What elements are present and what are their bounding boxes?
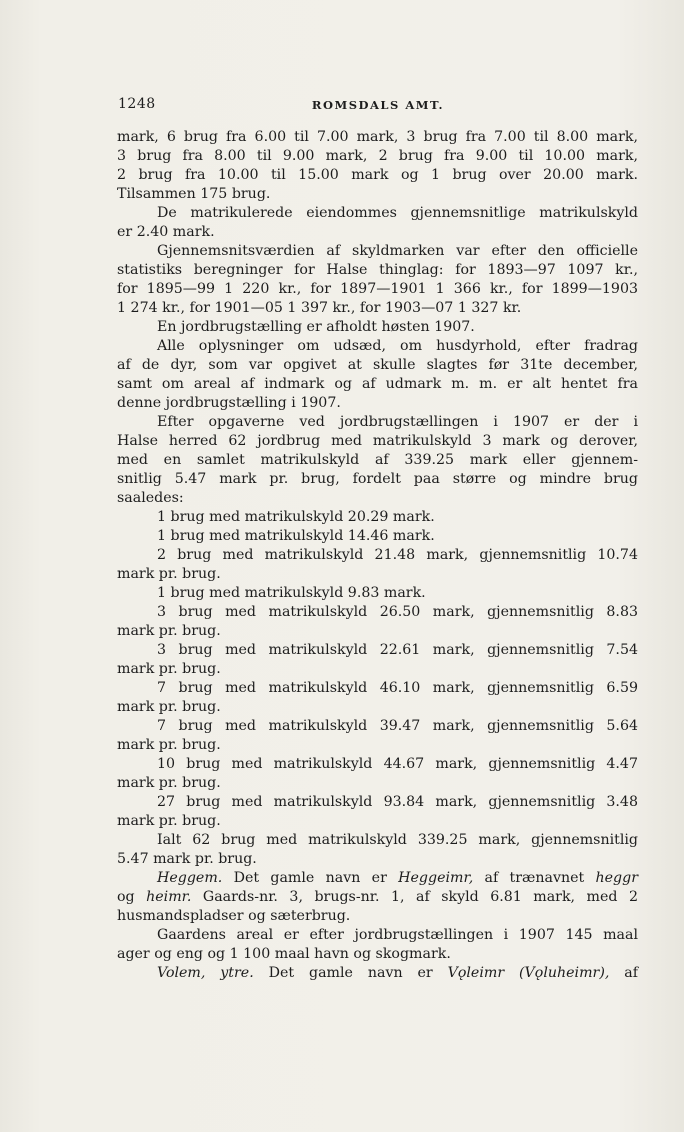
page-number: 1248	[118, 96, 156, 112]
text-line: 3 brug fra 8.00 til 9.00 mark, 2 brug fra 9.00 til 10.00 mark,	[117, 148, 638, 164]
text-line: mark pr. brug.	[117, 813, 221, 829]
text-line: 7 brug med matrikulskyld 39.47 mark, gjennemsnitlig 5.64	[157, 718, 638, 734]
text-line: 2 brug med matrikulskyld 21.48 mark, gjennemsnitlig 10.74	[157, 547, 638, 563]
text-span: Det gamle navn er	[222, 870, 399, 886]
text-line: 3 brug med matrikulskyld 26.50 mark, gjennemsnitlig 8.83	[157, 604, 638, 620]
text-line: snitlig 5.47 mark pr. brug, fordelt paa større og mindre brug	[117, 471, 638, 487]
text-line: mark pr. brug.	[117, 566, 221, 582]
text-line: Gjennemsnitsværdien af skyldmarken var efter den officielle	[157, 243, 638, 259]
text-line: Efter opgaverne ved jordbrugstællingen i 1907 er der i	[157, 414, 638, 430]
text-line	[117, 888, 638, 907]
text-line: Ialt 62 brug med matrikulskyld 339.25 mark, gjennemsnitlig	[157, 832, 638, 848]
text-span: Gaards-nr. 3, brugs-nr. 1, af skyld 6.81 mark, med 2	[191, 889, 639, 905]
text-line: mark pr. brug.	[117, 737, 221, 753]
text-line: mark pr. brug.	[117, 775, 221, 791]
text-line: med en samlet matrikulskyld af 339.25 mark eller gjennem-	[117, 452, 638, 468]
text-span: af	[609, 965, 638, 981]
text-line: 27 brug med matrikulskyld 93.84 mark, gjennemsnitlig 3.48	[157, 794, 638, 810]
text-line: saaledes:	[117, 490, 184, 506]
text-line: Alle oplysninger om udsæd, om husdyrhold, efter fradrag	[157, 338, 638, 354]
text-line: Gaardens areal er efter jordbrugstællingen i 1907 145 maal	[157, 927, 638, 943]
text-line: denne jordbrugstælling i 1907.	[117, 395, 341, 411]
text-span: og	[117, 889, 147, 905]
page-header	[118, 96, 638, 116]
text-line: 1 274 kr., for 1901—05 1 397 kr., for 1903—07 1 327 kr.	[117, 300, 522, 316]
text-line: er 2.40 mark.	[117, 224, 215, 240]
text-line: 7 brug med matrikulskyld 46.10 mark, gjennemsnitlig 6.59	[157, 680, 638, 696]
italic-span: heimr.	[146, 889, 192, 905]
text-span: Det gamle navn er	[253, 965, 448, 981]
text-line: 1 brug med matrikulskyld 9.83 mark.	[157, 585, 426, 601]
text-line: 10 brug med matrikulskyld 44.67 mark, gjennemsnitlig 4.47	[157, 756, 638, 772]
text-line: mark, 6 brug fra 6.00 til 7.00 mark, 3 brug fra 7.00 til 8.00 mark,	[117, 129, 638, 145]
running-head: ROMSDALS AMT.	[311, 98, 445, 112]
text-line: 2 brug fra 10.00 til 15.00 mark og 1 brug over 20.00 mark.	[117, 167, 638, 183]
text-line	[117, 869, 638, 888]
text-line: af de dyr, som var opgivet at skulle slagtes før 31te december,	[117, 357, 638, 373]
text-line: Tilsammen 175 brug.	[117, 186, 271, 202]
italic-span: Heggeimr,	[398, 870, 474, 886]
text-line: mark pr. brug.	[117, 699, 221, 715]
text-line: 3 brug med matrikulskyld 22.61 mark, gjennemsnitlig 7.54	[157, 642, 638, 658]
text-line: mark pr. brug.	[117, 623, 221, 639]
text-line: mark pr. brug.	[117, 661, 221, 677]
italic-span: Volem, ytre.	[157, 965, 254, 981]
text-line	[117, 964, 638, 983]
text-line: husmandspladser og sæterbrug.	[117, 908, 351, 924]
italic-span: Heggem.	[157, 870, 223, 886]
text-line: for 1895—99 1 220 kr., for 1897—1901 1 366 kr., for 1899—1903	[117, 281, 638, 297]
text-line: samt om areal af indmark og af udmark m. m. er alt hentet fra	[117, 376, 638, 392]
text-span: af trænavnet	[473, 870, 596, 886]
italic-span: heggr	[595, 870, 638, 886]
body-text	[117, 128, 638, 983]
text-line: De matrikulerede eiendommes gjennemsnitlige matrikulskyld	[157, 205, 638, 221]
text-line: En jordbrugstælling er afholdt høsten 1907.	[157, 319, 475, 335]
text-line: ager og eng og 1 100 maal havn og skogmark.	[117, 946, 451, 962]
text-line: 5.47 mark pr. brug.	[117, 851, 257, 867]
text-line: Halse herred 62 jordbrug med matrikulskyld 3 mark og derover,	[117, 433, 638, 449]
text-line: statistiks beregninger for Halse thinglag: for 1893—97 1097 kr.,	[117, 262, 638, 278]
text-line: 1 brug med matrikulskyld 14.46 mark.	[157, 528, 435, 544]
text-line: 1 brug med matrikulskyld 20.29 mark.	[157, 509, 435, 525]
italic-span: Vǫleimr (Vǫluheimr),	[447, 965, 610, 981]
